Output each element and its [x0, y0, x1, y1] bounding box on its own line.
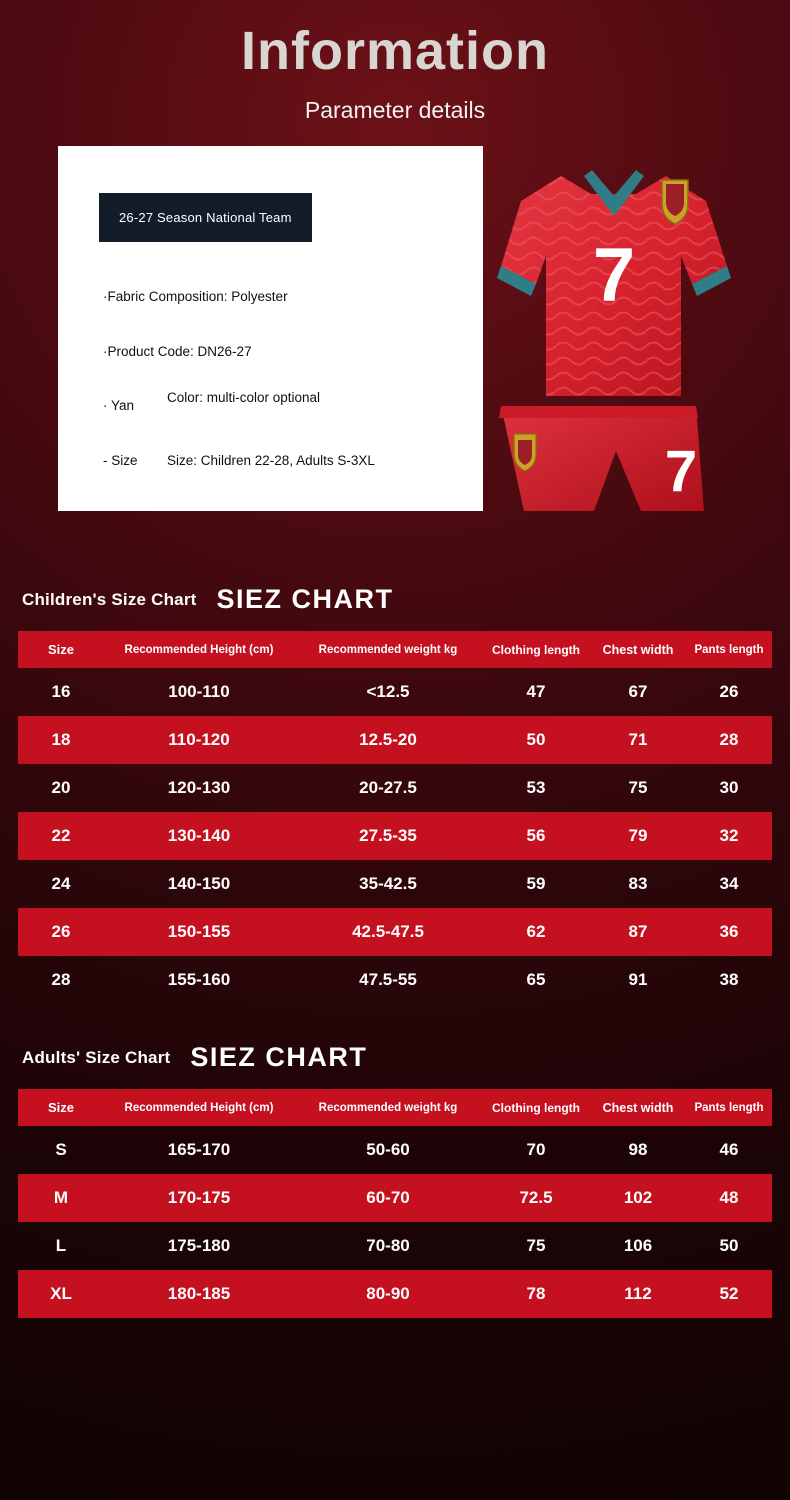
- cell-clothing-length: 59: [526, 874, 546, 894]
- col-height: Recommended Height (cm): [104, 631, 294, 668]
- svg-text:7: 7: [664, 439, 698, 505]
- adults-section-label: Adults' Size Chart: [22, 1047, 171, 1067]
- table-row: [18, 668, 772, 716]
- cell-pants-length: 36: [686, 908, 772, 956]
- col-chest-width: Chest width: [590, 1089, 686, 1126]
- col-pants-length: Pants length: [686, 631, 772, 668]
- table-row: [18, 764, 772, 812]
- cell-clothing-length: 50: [482, 716, 590, 764]
- cell-chest-width: 71: [590, 716, 686, 764]
- cell-pants-length: 32: [686, 812, 772, 860]
- cell-pants-length: 38: [719, 970, 739, 990]
- table-row: [18, 1270, 772, 1318]
- cell-weight: <12.5: [366, 682, 410, 702]
- info-section: [0, 146, 790, 576]
- season-badge: 26-27 Season National Team: [99, 193, 312, 242]
- cell-clothing-length: 75: [526, 1236, 546, 1256]
- page-subtitle: Parameter details: [304, 97, 486, 124]
- svg-text:7: 7: [592, 233, 636, 319]
- jersey-shorts: [499, 406, 704, 511]
- info-color-value: Color: multi-color optional: [167, 390, 321, 406]
- cell-pants-length: 46: [719, 1140, 739, 1160]
- adults-section-header: [0, 1042, 790, 1073]
- table-row: [18, 1222, 772, 1270]
- adults-siez-chart-title: SIEZ CHART: [190, 1042, 368, 1073]
- table-row: [18, 1126, 772, 1174]
- col-clothing-length: Clothing length: [482, 1089, 590, 1126]
- info-color-label: · Yan: [103, 398, 135, 414]
- cell-size: 24: [51, 874, 71, 894]
- col-height: Recommended Height (cm): [104, 1089, 294, 1126]
- cell-clothing-length: 72.5: [482, 1174, 590, 1222]
- cell-chest-width: 83: [628, 874, 648, 894]
- cell-chest-width: 87: [590, 908, 686, 956]
- cell-weight: 20-27.5: [359, 778, 417, 798]
- cell-clothing-length: 65: [526, 970, 546, 990]
- cell-height: 110-120: [104, 716, 294, 764]
- cell-clothing-length: 78: [482, 1270, 590, 1318]
- cell-height: 170-175: [104, 1174, 294, 1222]
- cell-size: 16: [51, 682, 71, 702]
- info-card: [58, 146, 483, 511]
- table-row: [18, 956, 772, 1004]
- cell-height: 155-160: [167, 970, 231, 990]
- info-size-value: Size: Children 22-28, Adults S-3XL: [167, 453, 375, 469]
- cell-chest-width: 79: [590, 812, 686, 860]
- col-clothing-length: Clothing length: [482, 631, 590, 668]
- cell-chest-width: 98: [628, 1140, 648, 1160]
- cell-size: 28: [51, 970, 71, 990]
- table-row: [18, 908, 772, 956]
- cell-height: 120-130: [167, 778, 231, 798]
- cell-weight: 70-80: [366, 1236, 410, 1256]
- cell-chest-width: 112: [590, 1270, 686, 1318]
- col-weight: Recommended weight kg: [294, 1089, 482, 1126]
- cell-size: M: [18, 1174, 104, 1222]
- section-spacer: [0, 1004, 790, 1034]
- cell-chest-width: 102: [590, 1174, 686, 1222]
- cell-pants-length: 48: [686, 1174, 772, 1222]
- jersey-illustration: [466, 66, 766, 586]
- cell-height: 130-140: [104, 812, 294, 860]
- cell-clothing-length: 47: [526, 682, 546, 702]
- cell-weight: 80-90: [294, 1270, 482, 1318]
- cell-weight: 50-60: [366, 1140, 410, 1160]
- jersey-shirt: [496, 170, 736, 401]
- col-weight: Recommended weight kg: [294, 631, 482, 668]
- cell-chest-width: 75: [628, 778, 648, 798]
- cell-pants-length: 26: [719, 682, 739, 702]
- cell-pants-length: 30: [719, 778, 739, 798]
- children-size-table: [18, 631, 772, 1004]
- children-section-header: [0, 584, 790, 615]
- cell-height: 180-185: [104, 1270, 294, 1318]
- cell-pants-length: 34: [719, 874, 739, 894]
- cell-size: 22: [18, 812, 104, 860]
- info-fabric: ·Fabric Composition: Polyester: [103, 289, 288, 305]
- cell-pants-length: 50: [719, 1236, 739, 1256]
- cell-chest-width: 67: [628, 682, 648, 702]
- cell-size: S: [55, 1140, 67, 1160]
- cell-clothing-length: 62: [482, 908, 590, 956]
- cell-height: 100-110: [168, 682, 230, 702]
- children-siez-chart-title: SIEZ CHART: [216, 584, 394, 615]
- table-row: [18, 716, 772, 764]
- cell-weight: 60-70: [294, 1174, 482, 1222]
- col-size: Size: [18, 631, 104, 668]
- col-chest-width: Chest width: [590, 631, 686, 668]
- cell-height: 165-170: [167, 1140, 231, 1160]
- cell-height: 175-180: [167, 1236, 231, 1256]
- table-row: [18, 812, 772, 860]
- cell-size: XL: [18, 1270, 104, 1318]
- cell-pants-length: 28: [686, 716, 772, 764]
- cell-clothing-length: 56: [482, 812, 590, 860]
- table-row: [18, 1174, 772, 1222]
- cell-size: 26: [18, 908, 104, 956]
- cell-height: 140-150: [167, 874, 231, 894]
- table-header-row: [18, 1089, 772, 1126]
- table-row: [18, 860, 772, 908]
- cell-weight: 47.5-55: [359, 970, 417, 990]
- cell-weight: 35-42.5: [359, 874, 417, 894]
- cell-pants-length: 52: [686, 1270, 772, 1318]
- info-size-label: - Size: [103, 453, 138, 469]
- cell-weight: 12.5-20: [294, 716, 482, 764]
- cell-height: 150-155: [104, 908, 294, 956]
- cell-size: 20: [51, 778, 71, 798]
- page-title: Information: [241, 21, 549, 81]
- cell-chest-width: 91: [628, 970, 648, 990]
- cell-chest-width: 106: [623, 1236, 653, 1256]
- adults-size-table: [18, 1089, 772, 1318]
- cell-size: L: [55, 1236, 67, 1256]
- cell-clothing-length: 70: [526, 1140, 546, 1160]
- info-product-code: ·Product Code: DN26-27: [103, 344, 252, 360]
- children-section-label: Children's Size Chart: [22, 589, 197, 609]
- cell-size: 18: [18, 716, 104, 764]
- cell-clothing-length: 53: [526, 778, 546, 798]
- cell-weight: 27.5-35: [294, 812, 482, 860]
- col-pants-length: Pants length: [686, 1089, 772, 1126]
- table-header-row: [18, 631, 772, 668]
- col-size: Size: [18, 1089, 104, 1126]
- cell-weight: 42.5-47.5: [294, 908, 482, 956]
